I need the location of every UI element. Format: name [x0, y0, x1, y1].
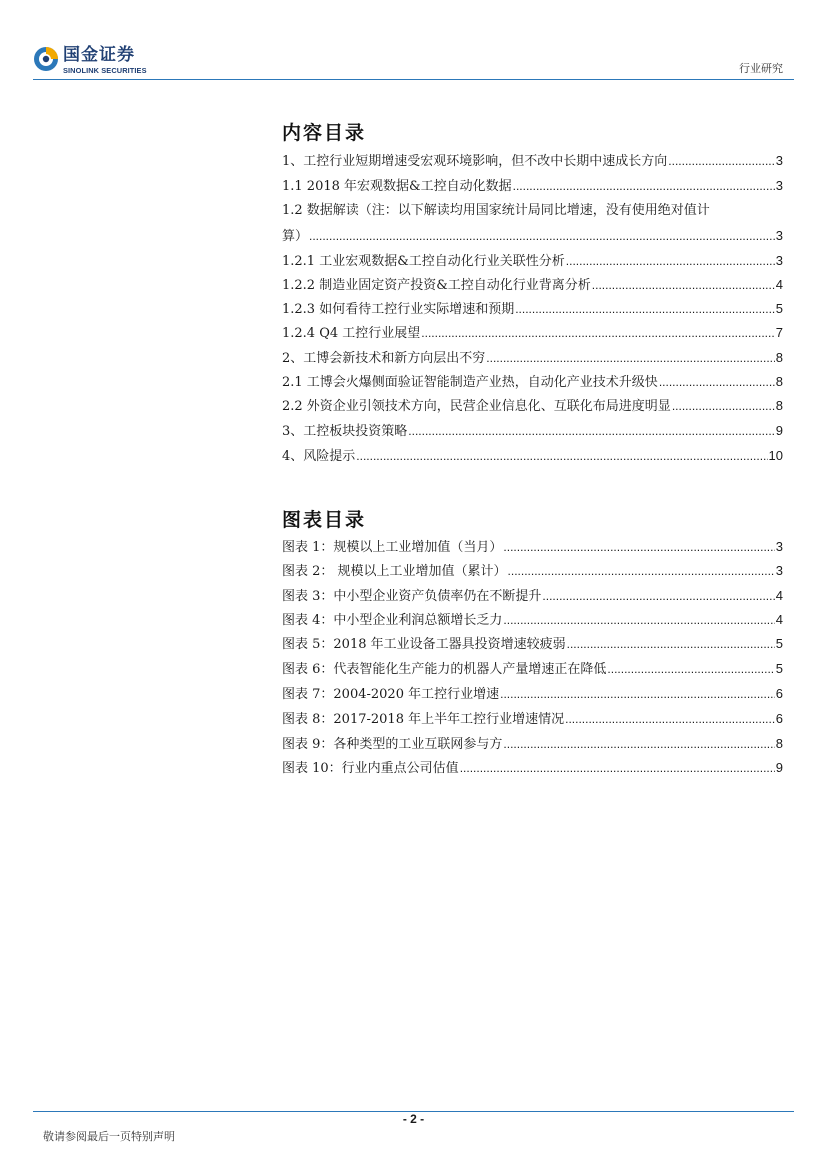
toc-entry[interactable] — [282, 373, 783, 392]
leader-dots — [565, 710, 775, 728]
figure-entry[interactable] — [282, 710, 783, 729]
figure-entry-page: 4 — [775, 588, 783, 603]
toc-entry[interactable] — [282, 447, 783, 466]
page-number: - 2 - — [402, 1112, 425, 1126]
figure-entry-text: 图表 1：规模以上工业增加值（当月） — [282, 540, 503, 555]
figure-entry-page: 5 — [775, 661, 783, 676]
toc-entry-page: 3 — [775, 253, 783, 268]
toc-entry[interactable] — [282, 397, 783, 416]
figure-entry-text: 图表 9：各种类型的工业互联网参与方 — [282, 737, 503, 752]
leader-dots — [309, 227, 775, 245]
figure-entry-page: 6 — [775, 711, 783, 726]
leader-dots — [659, 373, 775, 391]
toc-entry-multiline[interactable] — [282, 202, 783, 246]
figure-entry[interactable] — [282, 635, 783, 654]
leader-dots — [672, 397, 775, 415]
toc-entry[interactable] — [282, 152, 783, 171]
sinolink-logo-icon — [33, 46, 59, 72]
header-divider — [33, 79, 794, 80]
figure-entry[interactable] — [282, 660, 783, 679]
figure-entry-text: 图表 2： 规模以上工业增加值（累计） — [282, 564, 507, 579]
toc-entry[interactable] — [282, 252, 783, 271]
toc-entry-text-line2: 算） — [282, 229, 309, 244]
report-category: 行业研究 — [739, 62, 783, 75]
toc-entry[interactable] — [282, 349, 783, 368]
leader-dots — [668, 152, 774, 170]
toc-entry-text: 1.1 2018 年宏观数据&工控自动化数据 — [282, 179, 512, 194]
figure-entry-text: 图表 4：中小型企业利润总额增长乏力 — [282, 613, 503, 628]
leader-dots — [542, 587, 774, 605]
figure-entry[interactable] — [282, 759, 783, 778]
figure-entry-page: 5 — [775, 636, 783, 651]
page-header — [0, 0, 827, 80]
toc-entry[interactable] — [282, 422, 783, 441]
toc-entry-page: 3 — [775, 228, 783, 243]
leader-dots — [408, 422, 774, 440]
toc-entry[interactable] — [282, 300, 783, 319]
figure-entry-text: 图表 10：行业内重点公司估值 — [282, 761, 459, 776]
toc-entry-text: 1、工控行业短期增速受宏观环境影响，但不改中长期中速成长方向 — [282, 154, 668, 169]
figure-entry-text: 图表 8：2017-2018 年上半年工控行业增速情况 — [282, 712, 565, 727]
toc-entry-text: 2.1 工博会火爆侧面验证智能制造产业热，自动化产业技术升级快 — [282, 375, 658, 390]
leader-dots — [486, 349, 774, 367]
toc-entry-page: 8 — [775, 398, 783, 413]
leader-dots — [500, 685, 775, 703]
figure-entry-text: 图表 6：代表智能化生产能力的机器人产量增速正在降低 — [282, 662, 607, 677]
leader-dots — [460, 759, 775, 777]
toc-entry-page: 3 — [775, 153, 783, 168]
figure-entry-page: 3 — [775, 539, 783, 554]
leader-dots — [503, 611, 774, 629]
leader-dots — [607, 660, 774, 678]
logo-chinese-name: 国金证券 — [63, 45, 135, 65]
contents-title: 内容目录 — [282, 122, 367, 144]
toc-entry-text: 1.2.2 制造业固定资产投资&工控自动化行业背离分析 — [282, 278, 591, 293]
leader-dots — [592, 276, 775, 294]
figure-entry-page: 4 — [775, 612, 783, 627]
leader-dots — [515, 300, 775, 318]
figure-entry-page: 8 — [775, 736, 783, 751]
toc-entry-page: 8 — [775, 374, 783, 389]
figure-entry-page: 3 — [775, 563, 783, 578]
logo-english-name: SINOLINK SECURITIES — [63, 66, 147, 75]
figure-entry[interactable] — [282, 562, 783, 581]
toc-entry-text: 1.2.3 如何看待工控行业实际增速和预期 — [282, 302, 515, 317]
toc-entry[interactable] — [282, 177, 783, 196]
figure-entry[interactable] — [282, 685, 783, 704]
toc-entry-page: 4 — [775, 277, 783, 292]
figure-entry-text: 图表 7：2004-2020 年工控行业增速 — [282, 687, 500, 702]
toc-entry-text-line1: 1.2 数据解读（注：以下解读均用国家统计局同比增速，没有使用绝对值计 — [282, 203, 710, 218]
leader-dots — [356, 447, 767, 465]
toc-entry-page: 10 — [768, 448, 783, 463]
leader-dots — [566, 252, 775, 270]
figures-title: 图表目录 — [282, 509, 367, 531]
toc-entry[interactable] — [282, 324, 783, 343]
toc-entry-text: 1.2.4 Q4 工控行业展望 — [282, 326, 421, 341]
figure-entry-text: 图表 3：中小型企业资产负债率仍在不断提升 — [282, 589, 542, 604]
figure-entry[interactable] — [282, 735, 783, 754]
leader-dots — [421, 324, 774, 342]
toc-entry-text: 2.2 外资企业引领技术方向，民营企业信息化、互联化布局进度明显 — [282, 399, 671, 414]
figure-entry[interactable] — [282, 587, 783, 606]
toc-entry-text: 1.2.1 工业宏观数据&工控自动化行业关联性分析 — [282, 254, 565, 269]
leader-dots — [513, 177, 775, 195]
figure-entry-text: 图表 5：2018 年工业设备工器具投资增速较疲弱 — [282, 637, 566, 652]
leader-dots — [508, 562, 775, 580]
toc-entry-text: 3、工控板块投资策略 — [282, 424, 408, 439]
toc-entry-page: 3 — [775, 178, 783, 193]
toc-entry-text: 2、工博会新技术和新方向层出不穷 — [282, 351, 486, 366]
leader-dots — [567, 635, 775, 653]
figure-entry[interactable] — [282, 611, 783, 630]
leader-dots — [503, 735, 774, 753]
footer-disclaimer: 敬请参阅最后一页特别声明 — [43, 1130, 175, 1143]
toc-entry-text: 4、风险提示 — [282, 449, 356, 464]
toc-entry-page: 7 — [775, 325, 783, 340]
toc-entry[interactable] — [282, 276, 783, 295]
figure-entry-page: 9 — [775, 760, 783, 775]
leader-dots — [503, 538, 774, 556]
figure-entry-page: 6 — [775, 686, 783, 701]
toc-entry-page: 5 — [775, 301, 783, 316]
toc-entry-page: 8 — [775, 350, 783, 365]
figure-entry[interactable] — [282, 538, 783, 557]
toc-entry-page: 9 — [775, 423, 783, 438]
